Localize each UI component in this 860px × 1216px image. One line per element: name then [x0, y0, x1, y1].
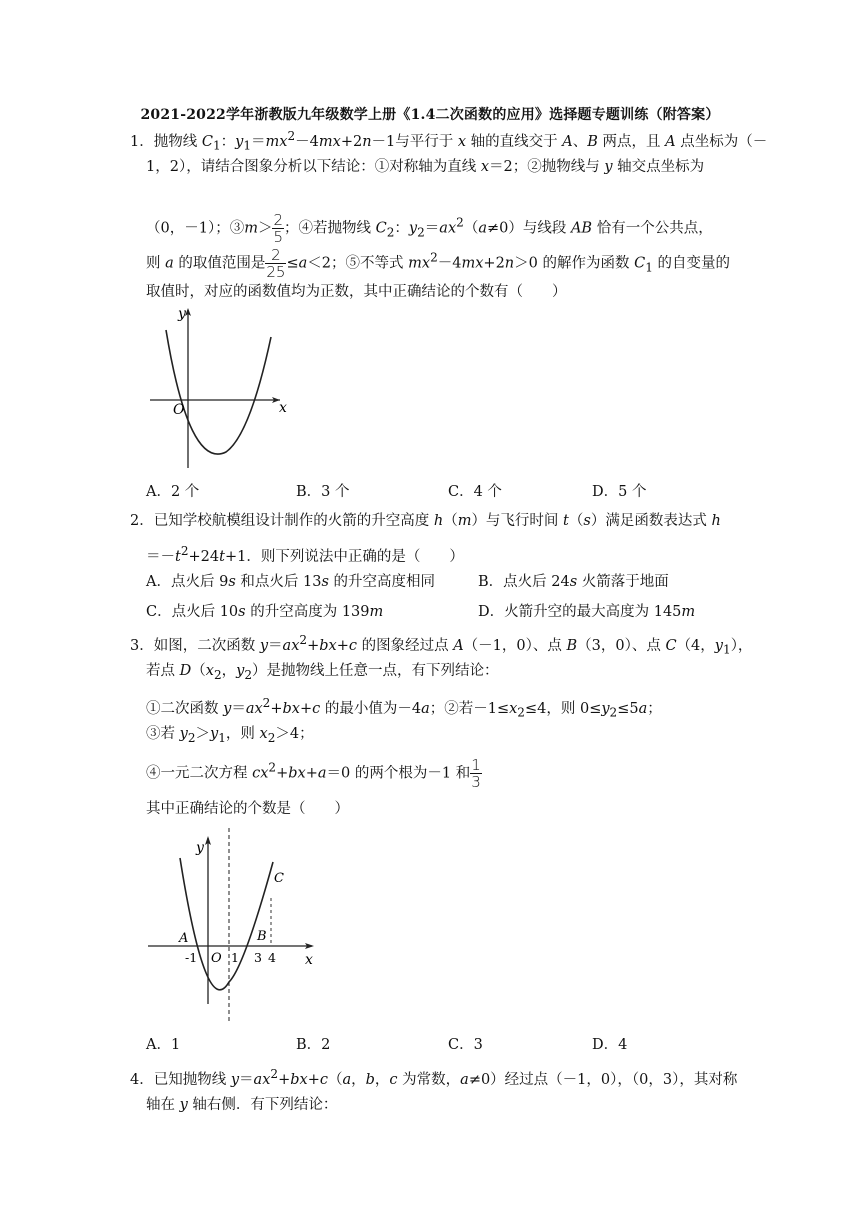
tick-1: 1	[231, 950, 239, 965]
q4-number: 4．	[130, 1071, 154, 1088]
q2-option-c[interactable]: C．点火后 10s 的升空高度为 139m	[146, 604, 384, 620]
q2-option-a[interactable]: A．点火后 9s 和点火后 13s 的升空高度相同	[146, 574, 435, 590]
q3-line-1: 3．如图，二次函数 $y=ax^2+bx+c$ 的图象经过点 A（－1，0）、点 B（3，0）、点 C（4，$y_1$），	[130, 633, 753, 657]
q3-line-3: ①二次函数 $y=ax^2+bx+c$ 的最小值为－4a；②若$-1\le x_2\le 4$，则 $0\le y_2\le 5a$；	[146, 696, 662, 720]
q2-line-1: 2．已知学校航模组设计制作的火箭的升空高度 h（m）与飞行时间 t（s）满足函数表达式 h	[130, 513, 721, 529]
tick-4: 4	[268, 950, 276, 965]
parabola-curve	[166, 330, 271, 454]
q3-options	[146, 1033, 766, 1053]
point-a-label: A	[179, 931, 189, 946]
q3-option-d[interactable]: D．4	[592, 1037, 628, 1053]
graph-y-label: y	[196, 840, 204, 856]
graph-x-label: x	[279, 400, 287, 416]
q2-options-row-2	[146, 600, 766, 620]
q3-number: 3．	[130, 637, 154, 654]
tick-minus-1: -1	[185, 950, 198, 965]
graph-origin-label: O	[173, 402, 185, 418]
q3-line-4: ③若 $y_2>y_1$，则 $x_2>4$；	[146, 726, 314, 745]
page-title: 2021-2022学年浙教版九年级数学上册《1.4二次函数的应用》选择题专题训练（附答案）	[140, 107, 720, 123]
q3-line-6: 其中正确结论的个数是（ ）	[146, 801, 349, 817]
q3-option-a[interactable]: A．1	[146, 1037, 181, 1053]
q2-option-b[interactable]: B．点火后 24s 火箭落于地面	[478, 574, 669, 590]
q1-line-5: 取值时，对应的函数值均为正数，其中正确结论的个数有（ ）	[146, 284, 567, 300]
q1-line-2: 1，2），请结合图象分析以下结论：①对称轴为直线 x＝2；②抛物线与 y 轴交点坐标为	[146, 159, 705, 175]
q1-options	[146, 480, 766, 500]
q1-number: 1．	[130, 133, 154, 150]
q1-line-4: 则 a 的取值范围是 $\frac{2}{25}$ ≤a＜2；⑤不等式 $mx^2-4mx+2n>0$ 的解作为函数 $C_1$ 的自变量的	[146, 246, 730, 281]
q2-options-row-1	[146, 570, 766, 590]
q1-line-3: （0，－1）；③m＞ $\frac{2}{5}$ ；④若抛物线 $C_2$：$y_2=ax^2(a\ne 0)$与线段 AB 恰有一个公共点，	[146, 211, 713, 246]
point-c-label: C	[274, 871, 284, 886]
q3-parabola-graph	[140, 822, 330, 1027]
q1-option-d[interactable]: D．5 个	[592, 484, 647, 500]
q3-line-2: 若点 $D(x_2$，$y_2$）是抛物线上任意一点，有下列结论：	[146, 663, 499, 682]
fraction-2-25: $\frac{2}{25}$	[266, 246, 286, 281]
q2-line-2: $=-t^2+24t+1$．则下列说法中正确的是（ ）	[146, 544, 464, 565]
parabola-curve	[180, 858, 273, 990]
q4-line-1: 4．已知抛物线 $y=ax^2+bx+c(a$，b，c 为常数，a≠0）经过点（－1，0），（0，3），其对称	[130, 1067, 738, 1088]
graph-x-label: x	[305, 952, 313, 968]
fraction-2-5: $\frac{2}{5}$	[273, 211, 283, 246]
q3-option-c[interactable]: C．3	[448, 1037, 483, 1053]
q2-option-d[interactable]: D．火箭升空的最大高度为 145m	[478, 604, 696, 620]
q3-line-5: ④一元二次方程 $cx^2+bx+a=0$ 的两个根为－1 和 $\frac{1}{3}$	[146, 756, 481, 791]
q4-line-2: 轴在 y 轴右侧．有下列结论：	[146, 1097, 338, 1113]
fraction-1-3: $\frac{1}{3}$	[471, 756, 481, 791]
point-b-label: B	[257, 929, 267, 944]
q3-option-b[interactable]: B．2	[296, 1037, 331, 1053]
graph-y-label: y	[178, 306, 186, 322]
q1-line-1: 1．抛物线 $C_1$：$y_1=mx^2-4mx+2n-1$与平行于 x 轴的直线交于 A、B 两点，且 A 点坐标为（－	[130, 129, 768, 153]
q2-number: 2．	[130, 513, 154, 529]
tick-3: 3	[254, 950, 262, 965]
q1-option-b[interactable]: B．3 个	[296, 484, 350, 500]
q1-option-c[interactable]: C．4 个	[448, 484, 502, 500]
q1-parabola-graph	[140, 300, 300, 475]
graph-origin-label: O	[211, 951, 222, 966]
q1-option-a[interactable]: A．2 个	[146, 484, 200, 500]
